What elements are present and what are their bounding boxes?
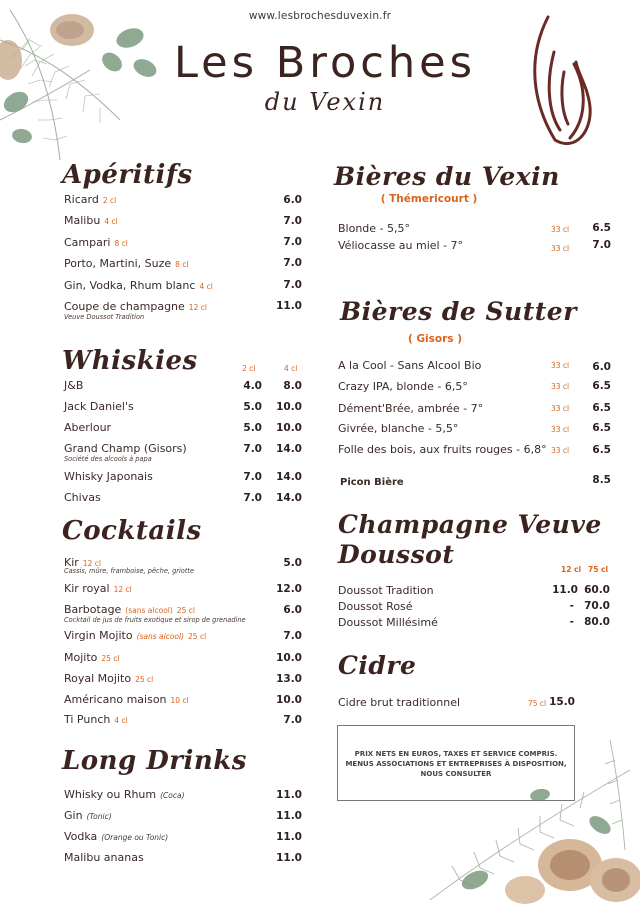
item-price: 6.5: [592, 380, 611, 392]
item-price: 13.0: [276, 673, 302, 685]
item-volume: 33 cl: [551, 446, 570, 455]
menu-item: Doussot Millésimé: [338, 616, 438, 629]
menu-item: A la Cool - Sans Alcool Bio: [338, 359, 482, 372]
menu-item: Kir 12 cl: [64, 556, 101, 569]
menu-item: J&B: [64, 379, 84, 392]
item-price-75cl: 80.0: [584, 616, 610, 628]
menu-item: Campari 8 cl: [64, 236, 128, 249]
flame-logo-icon: [530, 12, 610, 152]
item-price: 15.0: [549, 696, 575, 708]
menu-item: Doussot Rosé: [338, 600, 413, 613]
item-price: 7.0: [592, 239, 611, 251]
item-volume: 33 cl: [551, 361, 570, 370]
menu-item: Vodka (Orange ou Tonic): [64, 830, 169, 843]
column-header-2cl: 2 cl: [242, 364, 256, 373]
menu-item: Givrée, blanche - 5,5°: [338, 422, 459, 435]
item-price: 11.0: [276, 789, 302, 801]
item-volume: 33 cl: [551, 225, 570, 234]
item-price: 11.0: [276, 300, 302, 312]
item-price: 7.0: [283, 257, 302, 269]
menu-item: Ricard 2 cl: [64, 193, 117, 206]
menu-item: Cidre brut traditionnel: [338, 696, 461, 709]
item-price-12cl: -: [569, 616, 574, 628]
menu-item: Grand Champ (Gisors): [64, 442, 187, 455]
item-price: 6.5: [592, 402, 611, 414]
menu-item: Whisky ou Rhum (Coca): [64, 788, 185, 801]
item-price: 11.0: [276, 852, 302, 864]
section-title-champagne-2: Doussot: [338, 540, 455, 569]
menu-item: Folle des bois, aux fruits rouges - 6,8°: [338, 443, 547, 456]
item-price: 12.0: [276, 583, 302, 595]
item-price-12cl: 11.0: [552, 584, 578, 596]
item-price: 5.0: [283, 557, 302, 569]
item-price-4cl: 14.0: [276, 492, 302, 504]
section-subtitle: ( Gisors ): [407, 333, 463, 345]
item-price-4cl: 14.0: [276, 471, 302, 483]
section-title-bieres-vexin: Bières du Vexin: [334, 162, 560, 191]
column-header-75cl: 75 cl: [588, 565, 609, 574]
menu-item: Gin (Tonic): [64, 809, 112, 822]
item-price-2cl: 4.0: [243, 380, 262, 392]
item-note: Société des alcools à papa: [64, 455, 152, 463]
item-price-75cl: 70.0: [584, 600, 610, 612]
item-price: 7.0: [283, 630, 302, 642]
menu-item: Crazy IPA, blonde - 6,5°: [338, 380, 468, 393]
section-title-cidre: Cidre: [338, 651, 417, 680]
item-price-75cl: 60.0: [584, 584, 610, 596]
menu-item: Américano maison 10 cl: [64, 693, 189, 706]
item-volume: 33 cl: [551, 404, 570, 413]
menu-item: Porto, Martini, Suze 8 cl: [64, 257, 189, 270]
menu-item: Coupe de champagne 12 cl: [64, 300, 207, 313]
section-title-bieres-sutter: Bières de Sutter: [340, 297, 577, 326]
section-title-aperitifs: Apéritifs: [62, 160, 193, 190]
notice-line: NOUS CONSULTER: [420, 770, 492, 778]
item-price: 6.0: [283, 194, 302, 206]
menu-item: Véliocasse au miel - 7°: [338, 239, 464, 252]
item-price-2cl: 7.0: [243, 471, 262, 483]
item-price-4cl: 14.0: [276, 443, 302, 455]
section-subtitle: ( Thémericourt ): [380, 193, 478, 205]
item-price: 8.5: [592, 474, 611, 486]
item-price: 6.5: [592, 422, 611, 434]
item-price-2cl: 7.0: [243, 443, 262, 455]
menu-item: Ti Punch 4 cl: [64, 713, 128, 726]
column-header-12cl: 12 cl: [561, 565, 582, 574]
menu-item: Chivas: [64, 491, 101, 504]
item-volume: 75 cl: [528, 699, 547, 708]
item-price: 6.5: [592, 222, 611, 234]
section-title-long-drinks: Long Drinks: [62, 746, 247, 776]
item-price: 7.0: [283, 236, 302, 248]
menu-item: Whisky Japonais: [64, 470, 153, 483]
item-price: 6.0: [592, 361, 611, 373]
menu-item: Virgin Mojito (sans alcool) 25 cl: [64, 629, 207, 642]
item-price-12cl: -: [569, 600, 574, 612]
item-price: 7.0: [283, 279, 302, 291]
menu-item-picon: Picon Bière: [340, 477, 404, 488]
menu-item: Dément'Brée, ambrée - 7°: [338, 402, 484, 415]
item-volume: 33 cl: [551, 425, 570, 434]
item-note: Cassis, mûre, framboise, pêche, griotte: [64, 567, 195, 575]
menu-item: Doussot Tradition: [338, 584, 434, 597]
menu-item: Aberlour: [64, 421, 112, 434]
item-note: Veuve Doussot Tradition: [64, 313, 145, 321]
item-price: 11.0: [276, 831, 302, 843]
item-price: 10.0: [276, 694, 302, 706]
item-price-4cl: 10.0: [276, 422, 302, 434]
item-price-4cl: 8.0: [283, 380, 302, 392]
item-price-2cl: 5.0: [243, 422, 262, 434]
item-note: Cocktail de jus de fruits exotique et sirop de grenadine: [64, 616, 246, 624]
item-volume: 33 cl: [551, 244, 570, 253]
menu-item: Mojito 25 cl: [64, 651, 120, 664]
column-header-4cl: 4 cl: [284, 364, 298, 373]
menu-item: Barbotage (sans alcool) 25 cl: [64, 603, 195, 616]
item-price: 6.5: [592, 444, 611, 456]
item-price: 7.0: [283, 215, 302, 227]
brand-title: Les Broches: [173, 38, 477, 88]
item-price: 11.0: [276, 810, 302, 822]
menu-item: Kir royal 12 cl: [64, 582, 132, 595]
menu-item: Jack Daniel's: [64, 400, 134, 413]
menu-item: Blonde - 5,5°: [338, 222, 411, 235]
item-price-2cl: 5.0: [243, 401, 262, 413]
section-title-cocktails: Cocktails: [62, 516, 202, 546]
item-price: 10.0: [276, 652, 302, 664]
section-title-champagne: Champagne Veuve: [338, 510, 602, 539]
price-notice-box: [337, 725, 575, 801]
menu-item: Malibu 4 cl: [64, 214, 118, 227]
notice-line: MENUS ASSOCIATIONS ET ENTREPRISES À DISPOSITION,: [345, 760, 567, 768]
menu-item: Malibu ananas: [64, 851, 144, 864]
section-title-whiskies: Whiskies: [62, 346, 198, 376]
item-price: 7.0: [283, 714, 302, 726]
brand-subtitle: du Vexin: [264, 88, 386, 116]
notice-line: PRIX NETS EN EUROS, TAXES ET SERVICE COMPRIS.: [354, 750, 558, 758]
website-url[interactable]: www.lesbrochesduvexin.fr: [248, 10, 392, 22]
item-price-2cl: 7.0: [243, 492, 262, 504]
item-price-4cl: 10.0: [276, 401, 302, 413]
item-price: 6.0: [283, 604, 302, 616]
item-volume: 33 cl: [551, 382, 570, 391]
menu-item: Gin, Vodka, Rhum blanc 4 cl: [64, 279, 213, 292]
menu-item: Royal Mojito 25 cl: [64, 672, 154, 685]
